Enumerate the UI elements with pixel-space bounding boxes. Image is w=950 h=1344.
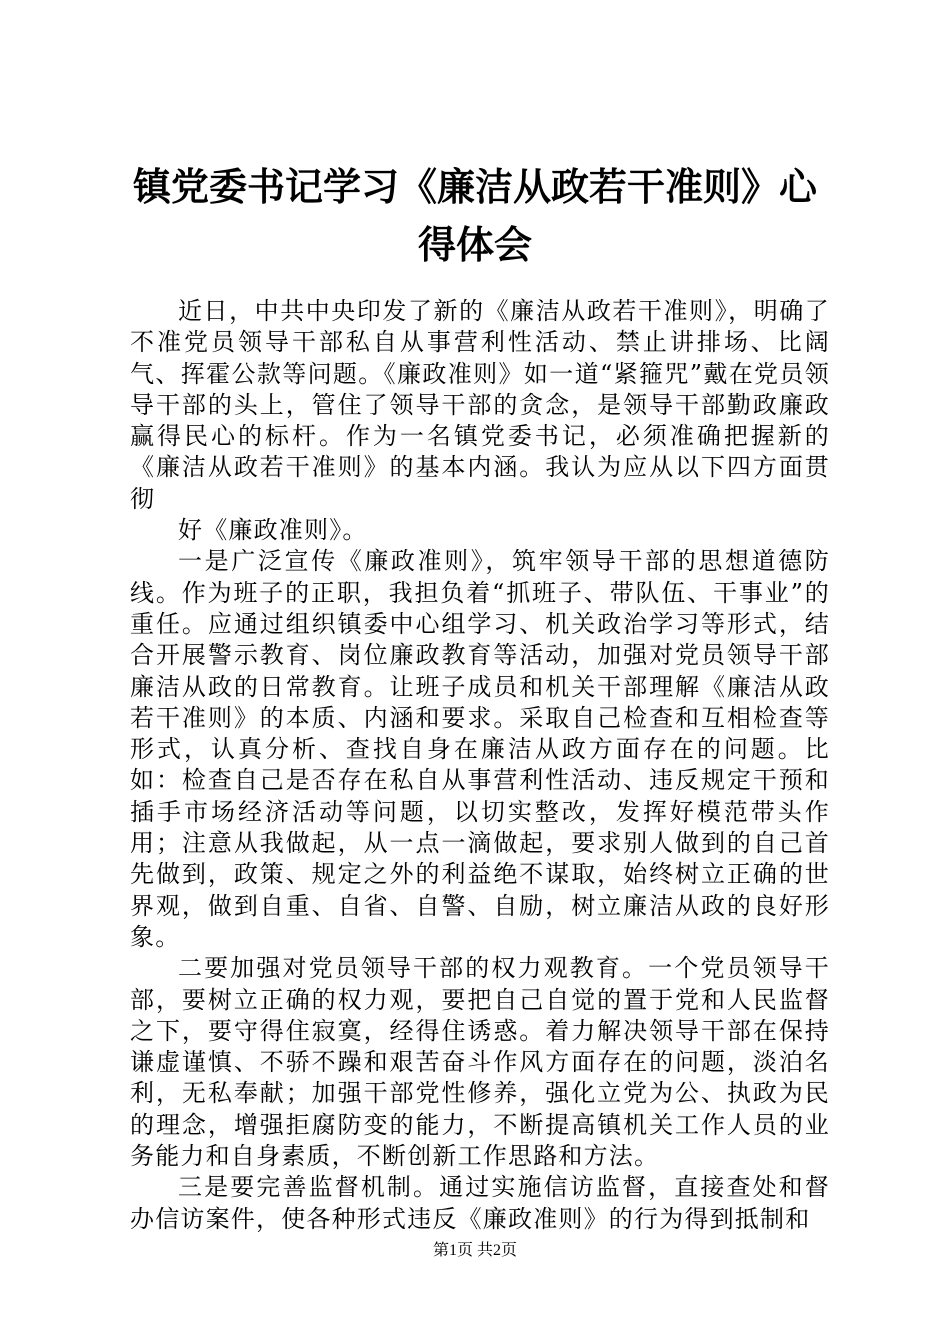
paragraph-point-two: 二要加强对党员领导干部的权力观教育。一个党员领导干部，要树立正确的权力观，要把自己自觉的置于党和人民监督之下，要守得住寂寞，经得住诱惑。着力解决领导干部在保持谦虚谨慎、不骄不躁和艰苦奋斗作风方面存在的问题，淡泊名利，无私奉献；加强干部党性修养，强化立党为公、执政为民的理念，增强拒腐防变的能力，不断提高镇机关工作人员的业务能力和自身素质，不断创新工作思路和方法。 bbox=[130, 954, 830, 1171]
document-title: 镇党委书记学习《廉洁从政若干准则》心得体会 bbox=[132, 164, 817, 267]
paragraph-intro: 近日，中共中央印发了新的《廉洁从政若干准则》，明确了不准党员领导干部私自从事营利性活动、禁止讲排场、比阔气、挥霍公款等问题。《廉政准则》如一道“紧箍咒”戴在党员领导干部的头上，管住了领导干部的贪念，是领导干部勤政廉政赢得民心的标杆。作为一名镇党委书记，必须准确把握新的《廉洁从政若干准则》的基本内涵。我认为应从以下四方面贯彻 bbox=[130, 297, 830, 513]
paragraph-point-three: 三是要完善监督机制。通过实施信访监督，直接查处和督办信访案件，使各种形式违反《廉政准则》的行为得到抵制和 bbox=[130, 1173, 830, 1233]
paragraph-intro-continued: 好《廉政准则》。 bbox=[178, 516, 368, 545]
paragraph-point-one: 一是广泛宣传《廉政准则》，筑牢领导干部的思想道德防线。作为班子的正职，我担负着“抓班子、带队伍、干事业”的重任。应通过组织镇委中心组学习、机关政治学习等形式，结合开展警示教育、岗位廉政教育等活动，加强对党员领导干部廉洁从政的日常教育。让班子成员和机关干部理解《廉洁从政若干准则》的本质、内涵和要求。采取自己检查和互相检查等形式，认真分析、查找自身在廉洁从政方面存在的问题。比如：检查自己是否存在私自从事营利性活动、违反规定干预和插手市场经济活动等问题，以切实整改，发挥好模范带头作用；注意从我做起，从一点一滴做起，要求别人做到的自己首先做到，政策、规定之外的利益绝不谋取，始终树立正确的世界观，做到自重、自省、自警、自励，树立廉洁从政的良好形象。 bbox=[130, 547, 830, 951]
document-body bbox=[130, 296, 830, 1235]
page-number-footer: 第1页 共2页 bbox=[432, 1242, 517, 1259]
